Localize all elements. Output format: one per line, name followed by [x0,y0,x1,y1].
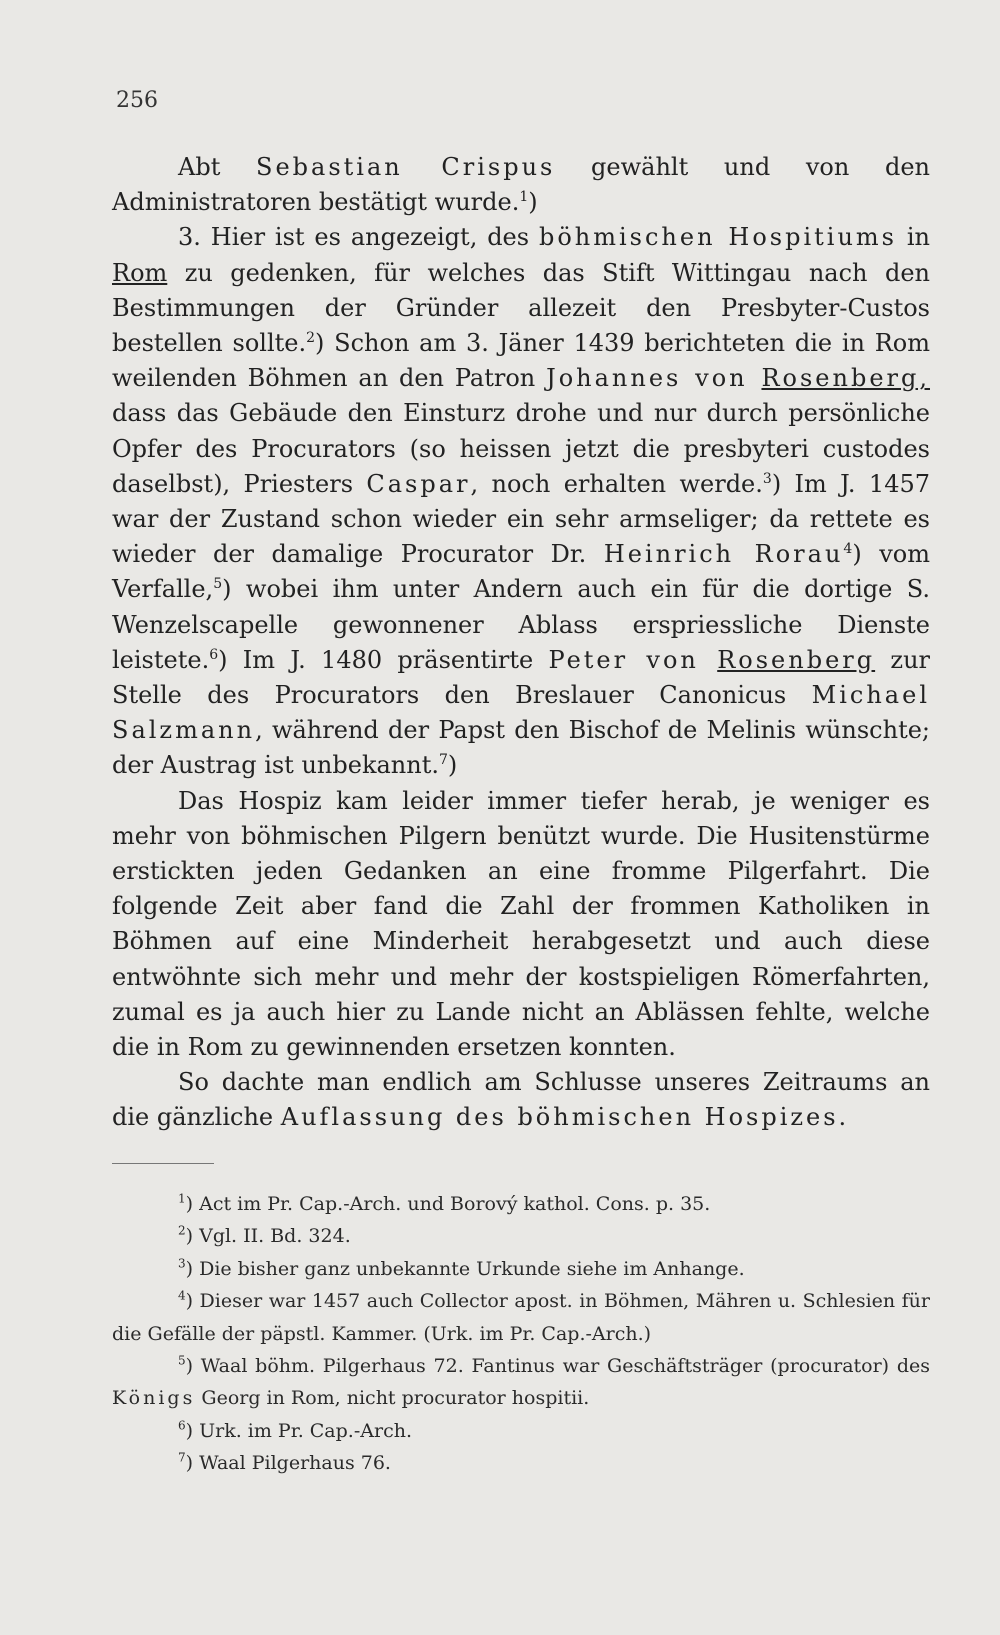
text-run: , während der Papst den Bischof de Melinis wünschte; der Austrag ist unbekannt. [112,716,930,780]
spaced-name: Sebastian Crispus [256,153,556,181]
footnote-ref: 1 [519,189,529,206]
footnote [112,1188,930,1220]
footnote-number: 3 [178,1256,186,1271]
footnote-number: 2 [178,1224,186,1239]
footnote-text: ) Die bisher ganz unbekannte Urkunde siehe im Anhange. [185,1257,745,1280]
footnote-text: ) Vgl. II. Bd. 324. [185,1225,351,1248]
text-run: Abt [178,153,257,181]
spaced-name: Johannes von [546,364,762,393]
footnote-number: 1 [178,1191,186,1206]
text-run: So dachte man endlich am Schlusse unseres Zeitraums an die gänzliche [112,1068,930,1132]
text-run: ) Im J. 1480 präsentirte [218,645,549,674]
paragraph-conclusion [112,1065,930,1135]
footnote-number: 4 [178,1288,186,1303]
underlined-term: Rom [112,258,168,287]
footnote-text: ) Waal böhm. Pilgerhaus 72. Fantinus war Geschäftsträger (procurator) des [185,1355,930,1378]
text-run: ) [447,751,458,780]
footnote-number: 7 [178,1450,186,1465]
text-run: ) wobei ihm unter Andern auch ein für die dortige S. Wenzelscapelle gewonnener Ablass erspriessliche Dienste leistete. [112,575,930,674]
footnote-text: ) Dieser war 1457 auch Collector apost. in Böhmen, Mähren u. Schlesien für die Gefälle der päpstl. Kammer. (Urk. im Pr. Cap.-Arch.) [112,1290,930,1345]
spaced-term: böhmischen Hospitiums [538,223,897,252]
spaced-name: Caspar [366,469,471,498]
spaced-name: Peter von [548,645,718,674]
spaced-term: Auflassung des böhmischen Hospizes. [280,1103,850,1132]
text-run: zu gedenken, für welches das Stift Wittingau nach den Bestimmungen der Gründer allezeit den Presbyter-Custos bestellen sollte. [112,258,930,358]
footnote-text: ) Act im Pr. Cap.-Arch. und Borový kathol. Cons. p. 35. [185,1193,711,1215]
paragraph-decline: Das Hospiz kam leider immer tiefer herab, je weniger es mehr von böhmischen Pilgern benützt wurde. Die Husitenstürme erstickten jeden Gedanken an eine fromme Pilgerfahrt. Die folgende Zeit aber fand die Zahl der frommen Katholiken in Böhmen auf eine Minderheit herabgesetzt und auch diese entwöhnte sich mehr und mehr der kostspieligen Römerfahrten, zumal es ja auch hier zu Lande nicht an Ablässen fehlte, welche die in Rom zu gewinnenden ersetzen konnten. [112,786,930,1062]
spaced-word: Königs [112,1387,196,1410]
footnote [112,1350,930,1415]
footnote-ref: 7 [438,752,448,769]
footnote-ref: 3 [762,470,772,487]
spaced-name: Heinrich Rorau [603,540,844,569]
text-run: zur Stelle des Procurators den Breslauer Canonicus [112,645,930,710]
footnote [112,1253,930,1285]
underlined-name: Rosenberg [717,645,876,674]
footnote-text: Georg in Rom, nicht procurator hospitii. [195,1387,590,1410]
text-run: in [897,223,931,252]
underlined-name: Rosenberg, [761,364,930,393]
footnote [112,1220,930,1252]
spaced-name: Michael Salzmann [112,681,930,745]
text-run: , noch erhalten werde. [470,469,763,498]
text-run: ) [528,188,538,217]
text-run: 3. Hier ist es angezeigt, des [178,223,539,252]
footnote [112,1415,930,1447]
footnote-number: 5 [178,1353,186,1368]
footnote-number: 6 [178,1418,186,1433]
footnote-ref: 6 [209,646,219,663]
footnote [112,1447,930,1479]
text-run: ) Im J. 1457 war der Zustand schon wieder ein sehr armseliger; da rettete es wieder der damalige Procurator Dr. [112,469,931,569]
footnote-ref: 2 [306,330,316,347]
footnote-text: ) Urk. im Pr. Cap.-Arch. [185,1419,412,1442]
text-run: gewählt und von den Administratoren bestätigt wurde. [112,153,931,217]
page-number: 256 [116,88,158,113]
paragraph-continuation [112,150,930,220]
paragraph-hospitium [112,220,930,783]
text-run: dass das Gebäude den Einsturz drohe und nur durch persönliche Opfer des Procurators (so heissen jetzt die presbyteri custodes daselbst), Priesters [112,399,930,498]
footnote-text: ) Waal Pilgerhaus 76. [185,1452,391,1475]
footnotes [112,1188,930,1480]
footnote [112,1285,930,1350]
footnote-ref: 4 [843,541,853,558]
text-run: ) vom Verfalle, [112,540,930,604]
main-text [112,150,930,1136]
footnote-divider [112,1163,214,1164]
footnote-ref: 5 [213,576,223,593]
text-run: ) Schon am 3. Jäner 1439 berichteten die in Rom weilenden Böhmen an den Patron [112,329,931,393]
